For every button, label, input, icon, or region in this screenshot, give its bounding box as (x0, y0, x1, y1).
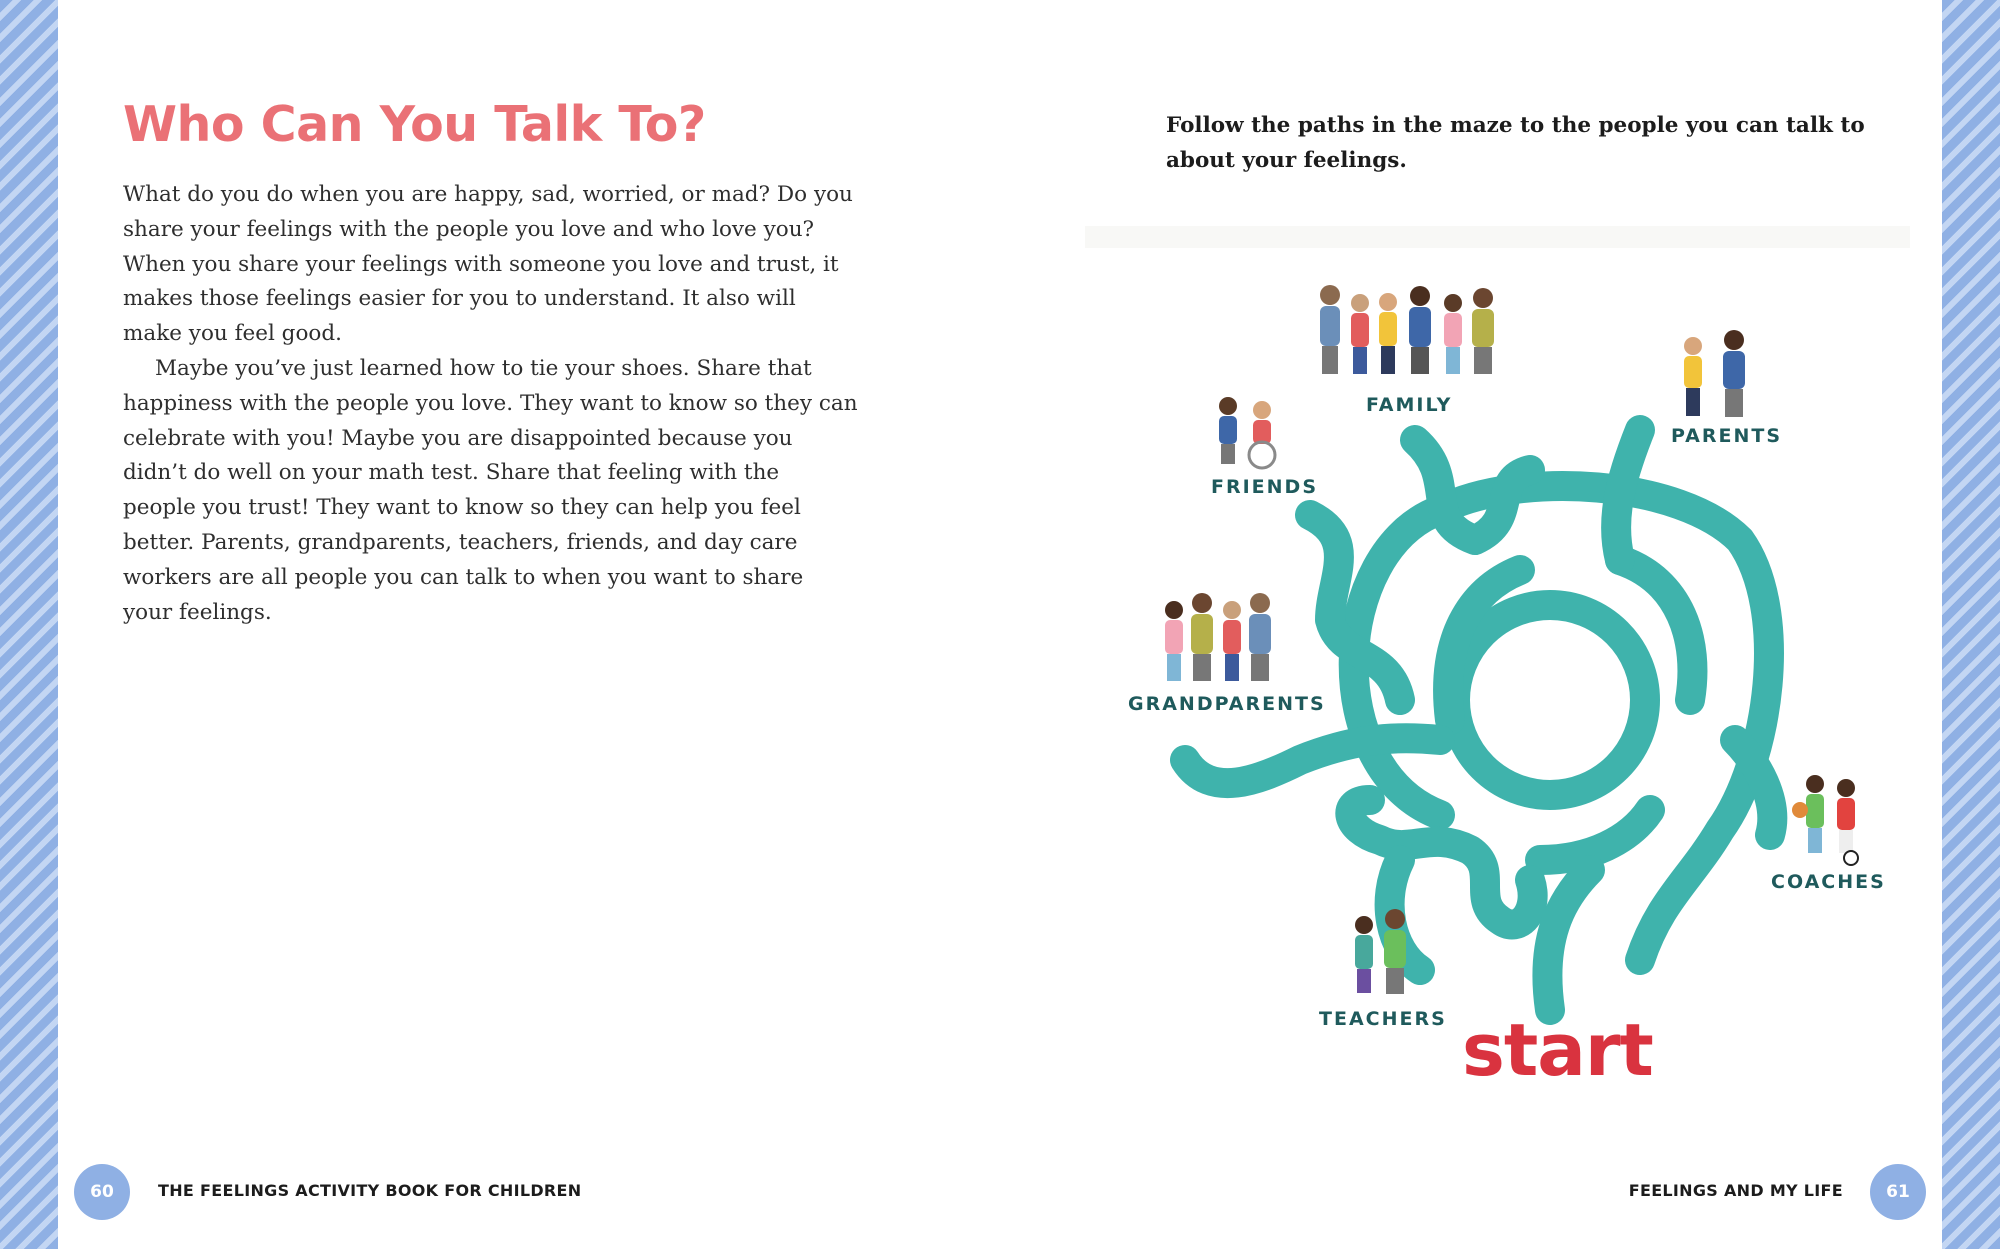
page-number-right: 61 (1870, 1164, 1926, 1220)
label-teachers: TEACHERS (1319, 1008, 1447, 1030)
label-parents: PARENTS (1671, 425, 1783, 447)
parents-people-icon (1684, 330, 1745, 417)
friends-people-icon (1219, 397, 1275, 468)
maze-path-start (1547, 870, 1590, 1010)
label-family: FAMILY (1366, 394, 1453, 416)
maze-arc-3 (1540, 810, 1650, 860)
label-coaches: COACHES (1771, 871, 1886, 893)
running-head-right: FEELINGS AND MY LIFE (1628, 1181, 1843, 1200)
family-people-icon (1320, 285, 1494, 374)
page-title: Who Can You Talk To? (123, 96, 706, 153)
maze-inner-ring (1455, 605, 1645, 795)
coaches-people-icon (1792, 775, 1858, 865)
label-friends: FRIENDS (1211, 476, 1319, 498)
maze-instruction: Follow the paths in the maze to the people you can talk to about your feelings. (1166, 113, 1865, 173)
page-number-left: 60 (74, 1164, 130, 1220)
label-start: start (1462, 1008, 1653, 1092)
label-grandparents: GRANDPARENTS (1128, 693, 1326, 715)
running-head-left: THE FEELINGS ACTIVITY BOOK FOR CHILDREN (158, 1181, 582, 1200)
body-paragraph-2: Maybe you’ve just learned how to tie your shoes. Share that happiness with the people you love. They want to know so they can celebrate with you! Maybe you are disappointed because you didn’t do well on your math test. Share that feeling with the people you trust! They want to know so they can help you feel better. Parents, grandparents, teachers, friends, and day care workers are all people you can talk to when you want to share your feelings. (123, 355, 858, 625)
body-paragraph-1: What do you do when you are happy, sad, worried, or mad? Do you share your feelings with the people you love and who love you? When you share your feelings with someone you love and trust, it makes those feelings easier for you to understand. It also will make you feel good. (123, 182, 853, 347)
grandparents-people-icon (1165, 593, 1271, 681)
maze-paths (1185, 430, 1772, 1010)
